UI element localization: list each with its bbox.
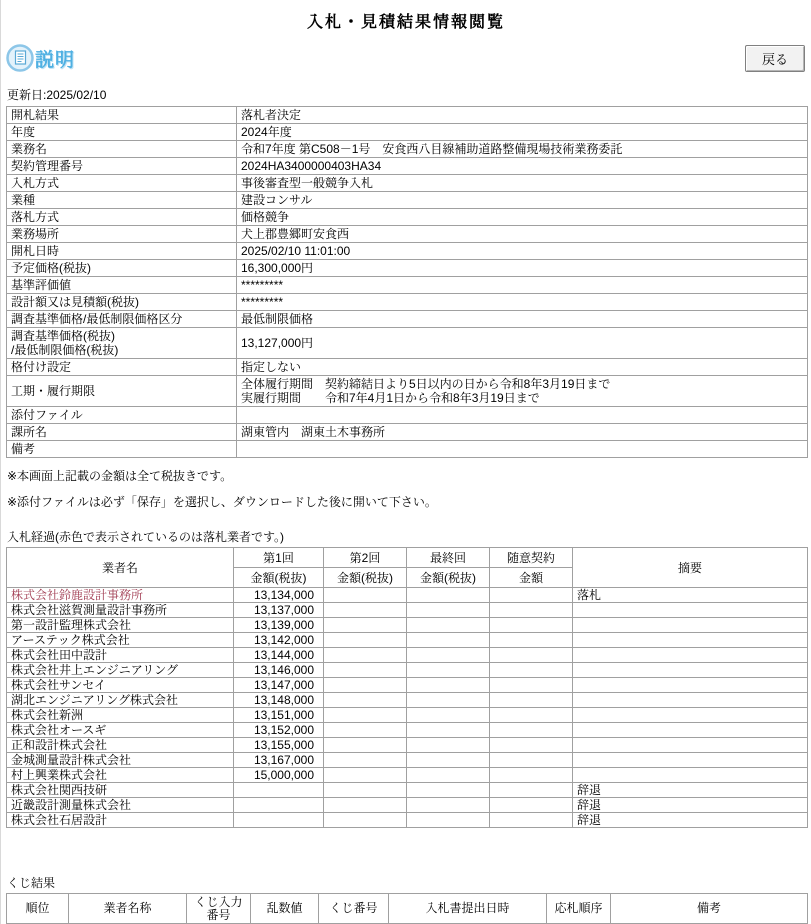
bid-cell-name: 株式会社田中設計 <box>7 648 234 663</box>
bid-cell-final <box>407 768 490 783</box>
bid-cell-round1: 13,139,000 <box>234 618 324 633</box>
bid-cell-remarks <box>573 603 808 618</box>
info-row-label: 備考 <box>7 441 237 458</box>
bid-cell-round1: 13,148,000 <box>234 693 324 708</box>
bid-cell-round2 <box>324 708 407 723</box>
bid-cell-negotiated <box>490 798 573 813</box>
bid-cell-final <box>407 813 490 828</box>
bid-cell-negotiated <box>490 768 573 783</box>
bid-col-final: 最終回 <box>407 548 490 568</box>
explain-button[interactable] <box>6 44 75 72</box>
info-row-value: 湖東管内 湖東土木事務所 <box>237 424 808 441</box>
bid-col-negotiated: 随意契約 <box>490 548 573 568</box>
bid-cell-round1: 13,142,000 <box>234 633 324 648</box>
bid-col-remarks: 摘要 <box>573 548 808 588</box>
bid-cell-name: 株式会社新洲 <box>7 708 234 723</box>
bid-cell-round2 <box>324 603 407 618</box>
bid-cell-final <box>407 708 490 723</box>
bid-cell-name: 近畿設計測量株式会社 <box>7 798 234 813</box>
bid-cell-name: 正和設計株式会社 <box>7 738 234 753</box>
bid-cell-negotiated <box>490 753 573 768</box>
bid-cell-remarks <box>573 738 808 753</box>
bid-cell-name: 第一設計監理株式会社 <box>7 618 234 633</box>
bid-cell-round1: 13,152,000 <box>234 723 324 738</box>
bid-table <box>6 547 808 828</box>
bid-cell-remarks <box>573 678 808 693</box>
bid-cell-round1: 13,134,000 <box>234 588 324 603</box>
bid-cell-name: 金城測量設計株式会社 <box>7 753 234 768</box>
bid-cell-round2 <box>324 798 407 813</box>
info-row-label: 基準評価値 <box>7 277 237 294</box>
bid-cell-round2 <box>324 663 407 678</box>
bid-section-heading: 入札経過(赤色で表示されているのは落札業者です。) <box>7 530 285 544</box>
bid-cell-remarks <box>573 618 808 633</box>
info-row <box>7 158 808 175</box>
bid-row <box>7 618 808 633</box>
bid-cell-round2 <box>324 768 407 783</box>
info-row-value: 全体履行期間 契約締結日より5日以内の日から令和8年3月19日まで 実履行期間 令和7年4月1日から令和8年3月19日まで <box>237 376 808 407</box>
bid-cell-round1: 13,147,000 <box>234 678 324 693</box>
bid-cell-round2 <box>324 633 407 648</box>
info-row-value: 令和7年度 第C508－1号 安食西八目線補助道路整備現場技術業務委託 <box>237 141 808 158</box>
bid-cell-name: 株式会社サンセイ <box>7 678 234 693</box>
info-row-label: 設計額又は見積額(税抜) <box>7 294 237 311</box>
bid-cell-round1: 13,151,000 <box>234 708 324 723</box>
bid-cell-final <box>407 633 490 648</box>
bid-cell-round1: 13,155,000 <box>234 738 324 753</box>
bid-row <box>7 678 808 693</box>
bid-cell-remarks <box>573 663 808 678</box>
bid-row <box>7 753 808 768</box>
bid-cell-round1: 13,137,000 <box>234 603 324 618</box>
info-row-label: 調査基準価格(税抜) /最低制限価格(税抜) <box>7 328 237 359</box>
info-row-value <box>237 441 808 458</box>
info-row-label: 開札日時 <box>7 243 237 260</box>
bid-row <box>7 708 808 723</box>
bid-cell-remarks: 落札 <box>573 588 808 603</box>
lottery-col-vendor: 業者名称 <box>69 894 187 924</box>
bid-cell-name: 株式会社井上エンジニアリング <box>7 663 234 678</box>
bid-cell-final <box>407 603 490 618</box>
note-tax: ※本画面上記載の金額は全て税抜きです。 <box>7 469 233 483</box>
lottery-col-lot-number: くじ番号 <box>319 894 389 924</box>
bid-row <box>7 663 808 678</box>
info-row <box>7 226 808 243</box>
bid-cell-round2 <box>324 813 407 828</box>
bid-cell-round1 <box>234 813 324 828</box>
info-row-value: 価格競争 <box>237 209 808 226</box>
bid-cell-name: 株式会社滋賀測量設計事務所 <box>7 603 234 618</box>
bid-cell-round2 <box>324 753 407 768</box>
lottery-col-rank: 順位 <box>7 894 69 924</box>
bid-cell-remarks: 辞退 <box>573 783 808 798</box>
info-row-label: 落札方式 <box>7 209 237 226</box>
page-title: 入札・見積結果情報閲覧 <box>306 14 505 31</box>
info-row <box>7 124 808 141</box>
info-row <box>7 209 808 226</box>
bid-row <box>7 813 808 828</box>
lottery-col-remarks: 備考 <box>611 894 808 924</box>
bid-cell-round1 <box>234 783 324 798</box>
info-row <box>7 192 808 209</box>
bid-cell-name: 湖北エンジニアリング株式会社 <box>7 693 234 708</box>
info-row-label: 契約管理番号 <box>7 158 237 175</box>
bid-cell-negotiated <box>490 588 573 603</box>
info-row <box>7 441 808 458</box>
topbar <box>6 42 806 74</box>
info-row <box>7 376 808 407</box>
info-row-label: 課所名 <box>7 424 237 441</box>
bid-cell-remarks: 辞退 <box>573 798 808 813</box>
bid-cell-round1: 15,000,000 <box>234 768 324 783</box>
info-row-value: 事後審査型一般競争入札 <box>237 175 808 192</box>
bid-row <box>7 768 808 783</box>
back-button[interactable]: 戻る <box>745 45 805 72</box>
explain-label: 説明 <box>35 49 76 71</box>
lottery-col-submit-datetime: 入札書提出日時 <box>389 894 547 924</box>
bid-row <box>7 648 808 663</box>
info-row-value: 建設コンサル <box>237 192 808 209</box>
info-row <box>7 359 808 376</box>
info-row-label: 業務場所 <box>7 226 237 243</box>
update-date: 更新日:2025/02/10 <box>7 88 107 102</box>
bid-cell-negotiated <box>490 708 573 723</box>
info-row <box>7 294 808 311</box>
bid-cell-round2 <box>324 693 407 708</box>
bid-cell-negotiated <box>490 678 573 693</box>
info-row-value: ********* <box>237 294 808 311</box>
bid-cell-name: 株式会社オースギ <box>7 723 234 738</box>
bid-cell-name: 株式会社関西技研 <box>7 783 234 798</box>
info-row-value: 2024HA3400000403HA34 <box>237 158 808 175</box>
info-row <box>7 141 808 158</box>
info-row <box>7 243 808 260</box>
bid-col-round2-sub: 金額(税抜) <box>324 568 407 588</box>
bid-row <box>7 723 808 738</box>
bid-cell-final <box>407 648 490 663</box>
info-row-label: 格付け設定 <box>7 359 237 376</box>
bid-cell-remarks <box>573 708 808 723</box>
bid-cell-final <box>407 618 490 633</box>
info-row-label: 工期・履行期限 <box>7 376 237 407</box>
bid-col-vendor: 業者名 <box>7 548 234 588</box>
info-row <box>7 107 808 124</box>
lottery-col-input-number: くじ入力番号 <box>187 894 251 924</box>
bid-cell-final <box>407 783 490 798</box>
info-row-value: 指定しない <box>237 359 808 376</box>
bid-cell-round1: 13,144,000 <box>234 648 324 663</box>
bid-row <box>7 633 808 648</box>
bid-cell-round2 <box>324 783 407 798</box>
info-row-value <box>237 407 808 424</box>
lottery-col-bid-order: 応札順序 <box>547 894 611 924</box>
bid-cell-round1: 13,146,000 <box>234 663 324 678</box>
bid-col-round1: 第1回 <box>234 548 324 568</box>
info-row-value: 16,300,000円 <box>237 260 808 277</box>
info-row-label: 年度 <box>7 124 237 141</box>
bid-cell-round2 <box>324 648 407 663</box>
bid-cell-remarks <box>573 753 808 768</box>
bid-cell-remarks <box>573 648 808 663</box>
info-row <box>7 328 808 359</box>
info-row-label: 開札結果 <box>7 107 237 124</box>
info-table <box>6 106 808 458</box>
bid-row <box>7 588 808 603</box>
info-row <box>7 260 808 277</box>
bid-cell-name: 株式会社石居設計 <box>7 813 234 828</box>
bid-cell-name: 村上興業株式会社 <box>7 768 234 783</box>
bid-cell-remarks <box>573 723 808 738</box>
info-row-label: 添付ファイル <box>7 407 237 424</box>
bid-cell-negotiated <box>490 813 573 828</box>
info-row <box>7 311 808 328</box>
bid-cell-round1: 13,167,000 <box>234 753 324 768</box>
bid-col-final-sub: 金額(税抜) <box>407 568 490 588</box>
bid-cell-round2 <box>324 723 407 738</box>
bid-cell-final <box>407 723 490 738</box>
bid-cell-round2 <box>324 738 407 753</box>
bid-cell-remarks <box>573 633 808 648</box>
info-row-value: 最低制限価格 <box>237 311 808 328</box>
info-row-label: 調査基準価格/最低制限価格区分 <box>7 311 237 328</box>
bid-cell-final <box>407 588 490 603</box>
bid-cell-final <box>407 753 490 768</box>
info-row-value: ********* <box>237 277 808 294</box>
bid-cell-negotiated <box>490 633 573 648</box>
info-row-value: 2024年度 <box>237 124 808 141</box>
bid-col-round1-sub: 金額(税抜) <box>234 568 324 588</box>
lottery-section-heading: くじ結果 <box>7 876 56 890</box>
bid-cell-remarks <box>573 768 808 783</box>
bid-cell-remarks: 辞退 <box>573 813 808 828</box>
info-row-value: 犬上郡豊郷町安食西 <box>237 226 808 243</box>
bid-col-negotiated-sub: 金額 <box>490 568 573 588</box>
info-row-label: 業種 <box>7 192 237 209</box>
bid-cell-final <box>407 798 490 813</box>
info-row-label: 業務名 <box>7 141 237 158</box>
info-row <box>7 175 808 192</box>
info-row <box>7 424 808 441</box>
info-row-label: 入札方式 <box>7 175 237 192</box>
bid-row <box>7 798 808 813</box>
bid-cell-negotiated <box>490 663 573 678</box>
bid-cell-negotiated <box>490 648 573 663</box>
bid-cell-negotiated <box>490 693 573 708</box>
bid-cell-negotiated <box>490 723 573 738</box>
bid-cell-negotiated <box>490 618 573 633</box>
bid-row <box>7 738 808 753</box>
bid-cell-final <box>407 693 490 708</box>
bid-cell-round2 <box>324 678 407 693</box>
bid-col-round2: 第2回 <box>324 548 407 568</box>
lottery-col-random-value: 乱数値 <box>251 894 319 924</box>
bid-cell-negotiated <box>490 738 573 753</box>
bid-row <box>7 693 808 708</box>
bid-cell-round2 <box>324 588 407 603</box>
bid-row <box>7 783 808 798</box>
bid-cell-name: 株式会社鈴鹿設計事務所 <box>7 588 234 603</box>
lottery-table <box>6 893 808 924</box>
bid-cell-remarks <box>573 693 808 708</box>
bid-cell-final <box>407 663 490 678</box>
info-row <box>7 277 808 294</box>
info-row-label: 予定価格(税抜) <box>7 260 237 277</box>
bid-cell-final <box>407 678 490 693</box>
info-row-value: 2025/02/10 11:01:00 <box>237 243 808 260</box>
bid-cell-name: アーステック株式会社 <box>7 633 234 648</box>
document-icon <box>6 44 34 72</box>
bid-cell-round1 <box>234 798 324 813</box>
bid-row <box>7 603 808 618</box>
bid-cell-final <box>407 738 490 753</box>
info-row-value: 落札者決定 <box>237 107 808 124</box>
bid-cell-negotiated <box>490 783 573 798</box>
info-row <box>7 407 808 424</box>
note-attachment: ※添付ファイルは必ず「保存」を選択し、ダウンロードした後に開いて下さい。 <box>7 495 437 509</box>
info-row-value: 13,127,000円 <box>237 328 808 359</box>
bid-cell-round2 <box>324 618 407 633</box>
bid-cell-negotiated <box>490 603 573 618</box>
